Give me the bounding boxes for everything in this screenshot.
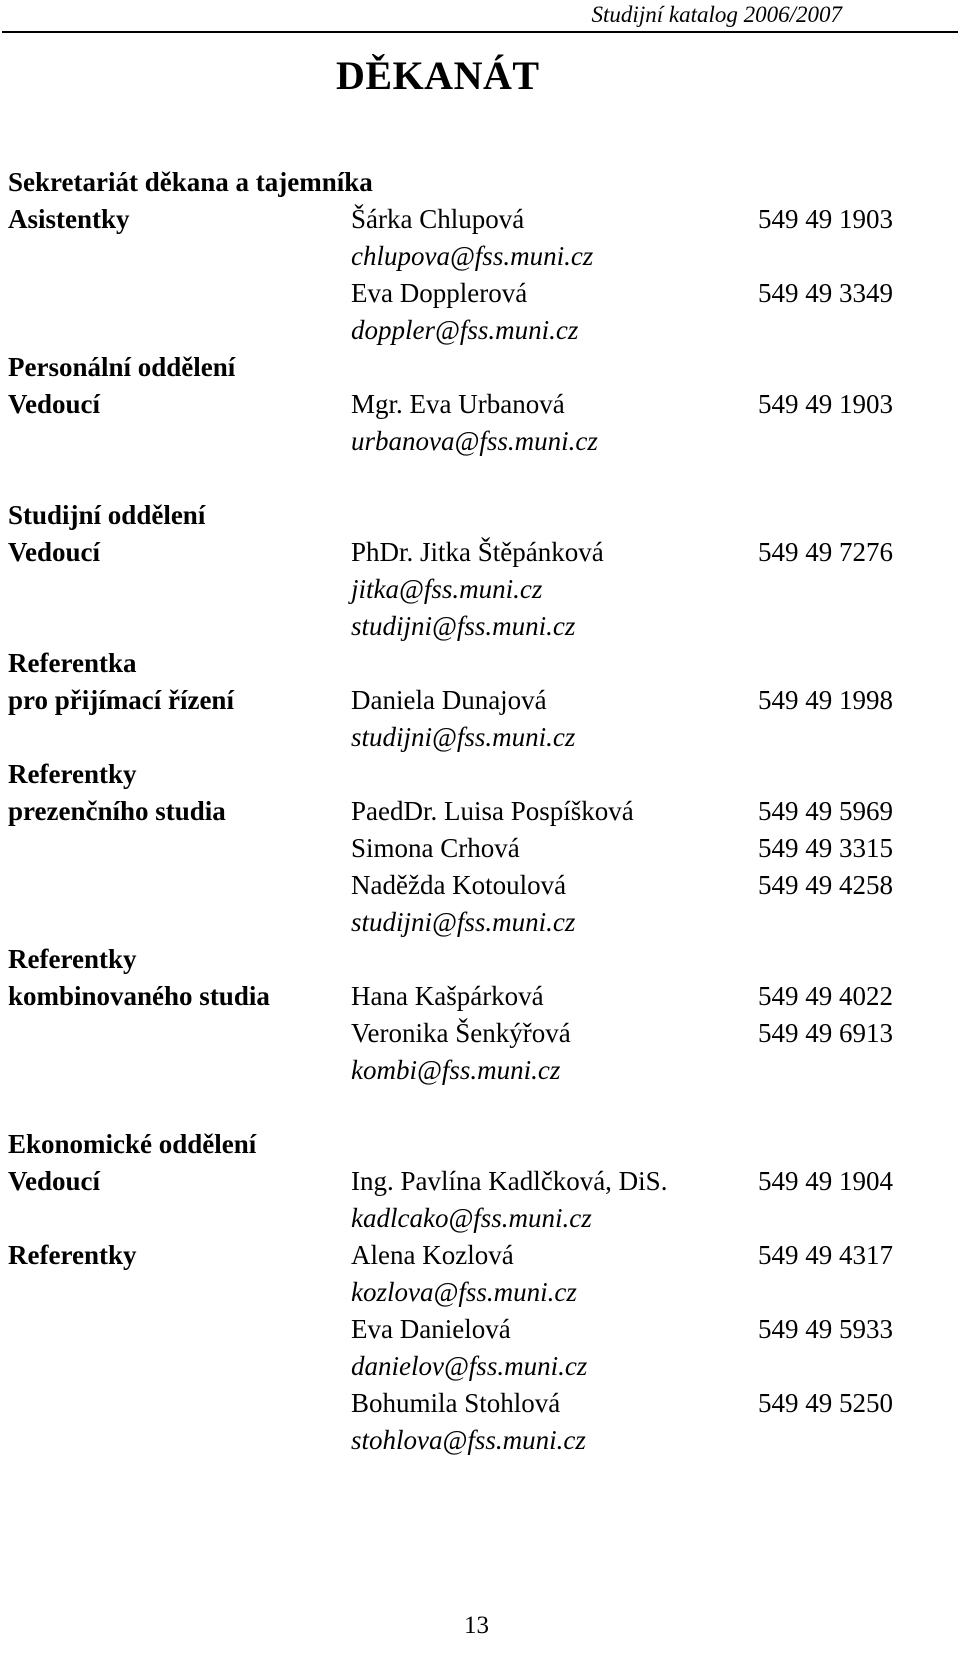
row-label: Vedoucí [8,1166,101,1196]
staff-phone: 549 49 5250 [758,1388,893,1418]
staff-email[interactable]: studijni@fss.muni.cz [351,907,576,937]
directory-row [8,1163,908,1200]
directory-row [8,164,908,201]
row-label: Sekretariát děkana a tajemníka [8,167,373,197]
staff-phone: 549 49 3349 [758,278,893,308]
staff-phone: 549 49 1903 [758,204,893,234]
directory-row [8,423,908,460]
staff-phone: 549 49 4258 [758,870,893,900]
staff-email[interactable]: jitka@fss.muni.cz [351,574,543,604]
row-label: prezenčního studia [8,796,226,826]
staff-name: Bohumila Stohlová [351,1388,561,1418]
staff-email[interactable]: studijni@fss.muni.cz [351,611,576,641]
directory-row [8,867,908,904]
directory-row [8,941,908,978]
staff-email[interactable]: studijni@fss.muni.cz [351,722,576,752]
staff-email[interactable]: doppler@fss.muni.cz [351,315,579,345]
page-title: DĚKANÁT [336,53,540,98]
staff-name: Daniela Dunajová [351,685,547,715]
staff-name: Ing. Pavlína Kadlčková, DiS. [351,1166,668,1196]
staff-phone: 549 49 4022 [758,981,893,1011]
directory-row [8,682,908,719]
directory-row [8,1348,908,1385]
directory-row [8,312,908,349]
directory-row [8,1015,908,1052]
staff-phone: 549 49 1998 [758,685,893,715]
row-label: Referentka [8,648,137,678]
directory-row [8,497,908,534]
directory-row [8,830,908,867]
staff-phone: 549 49 6913 [758,1018,893,1048]
directory-row [8,1126,908,1163]
staff-email[interactable]: urbanova@fss.muni.cz [351,426,598,456]
row-label: Studijní oddělení [8,500,206,530]
staff-phone: 549 49 7276 [758,537,893,567]
staff-email[interactable]: kozlova@fss.muni.cz [351,1277,577,1307]
directory-row [8,201,908,238]
directory-row [8,275,908,312]
staff-email[interactable]: kombi@fss.muni.cz [351,1055,561,1085]
staff-phone: 549 49 5933 [758,1314,893,1344]
staff-directory [8,164,908,1459]
staff-name: Simona Crhová [351,833,520,863]
directory-row [8,1385,908,1422]
staff-name: Eva Dopplerová [351,278,528,308]
header-divider [2,31,958,33]
directory-row [8,238,908,275]
directory-row [8,1052,908,1089]
directory-row [8,1311,908,1348]
staff-name: Eva Danielová [351,1314,511,1344]
directory-row [8,386,908,423]
row-label: Referentky [8,759,137,789]
directory-row [8,1200,908,1237]
staff-email[interactable]: kadlcako@fss.muni.cz [351,1203,592,1233]
staff-phone: 549 49 5969 [758,796,893,826]
staff-email[interactable]: stohlova@fss.muni.cz [351,1425,586,1455]
page-number: 13 [464,1612,489,1639]
staff-phone: 549 49 1904 [758,1166,893,1196]
directory-row [8,793,908,830]
staff-phone: 549 49 1903 [758,389,893,419]
header-title: Studijní katalog 2006/2007 [591,2,842,27]
staff-name: Alena Kozlová [351,1240,514,1270]
row-label: Referentky [8,1240,137,1270]
staff-name: Hana Kašpárková [351,981,544,1011]
staff-name: Mgr. Eva Urbanová [351,389,565,419]
staff-name: Veronika Šenkýřová [351,1018,571,1048]
directory-row [8,349,908,386]
page-header [0,0,960,32]
directory-row [8,904,908,941]
directory-row [8,1422,908,1459]
staff-phone: 549 49 4317 [758,1240,893,1270]
staff-email[interactable]: danielov@fss.muni.cz [351,1351,588,1381]
directory-row [8,571,908,608]
row-label: Personální oddělení [8,352,236,382]
staff-name: Šárka Chlupová [351,204,525,234]
directory-row [8,756,908,793]
row-label: Referentky [8,944,137,974]
directory-row [8,719,908,756]
row-label: Asistentky [8,204,130,234]
staff-phone: 549 49 3315 [758,833,893,863]
staff-name: PaedDr. Luisa Pospíšková [351,796,634,826]
staff-name: Naděžda Kotoulová [351,870,567,900]
directory-row [8,608,908,645]
row-label: pro přijímací řízení [8,685,234,715]
directory-row [8,645,908,682]
directory-row [8,1237,908,1274]
row-label: Vedoucí [8,537,101,567]
staff-name: PhDr. Jitka Štěpánková [351,537,604,567]
directory-row [8,1274,908,1311]
staff-email[interactable]: chlupova@fss.muni.cz [351,241,594,271]
directory-row [8,978,908,1015]
directory-row [8,534,908,571]
row-label: Ekonomické oddělení [8,1129,257,1159]
row-label: kombinovaného studia [8,981,270,1011]
row-label: Vedoucí [8,389,101,419]
